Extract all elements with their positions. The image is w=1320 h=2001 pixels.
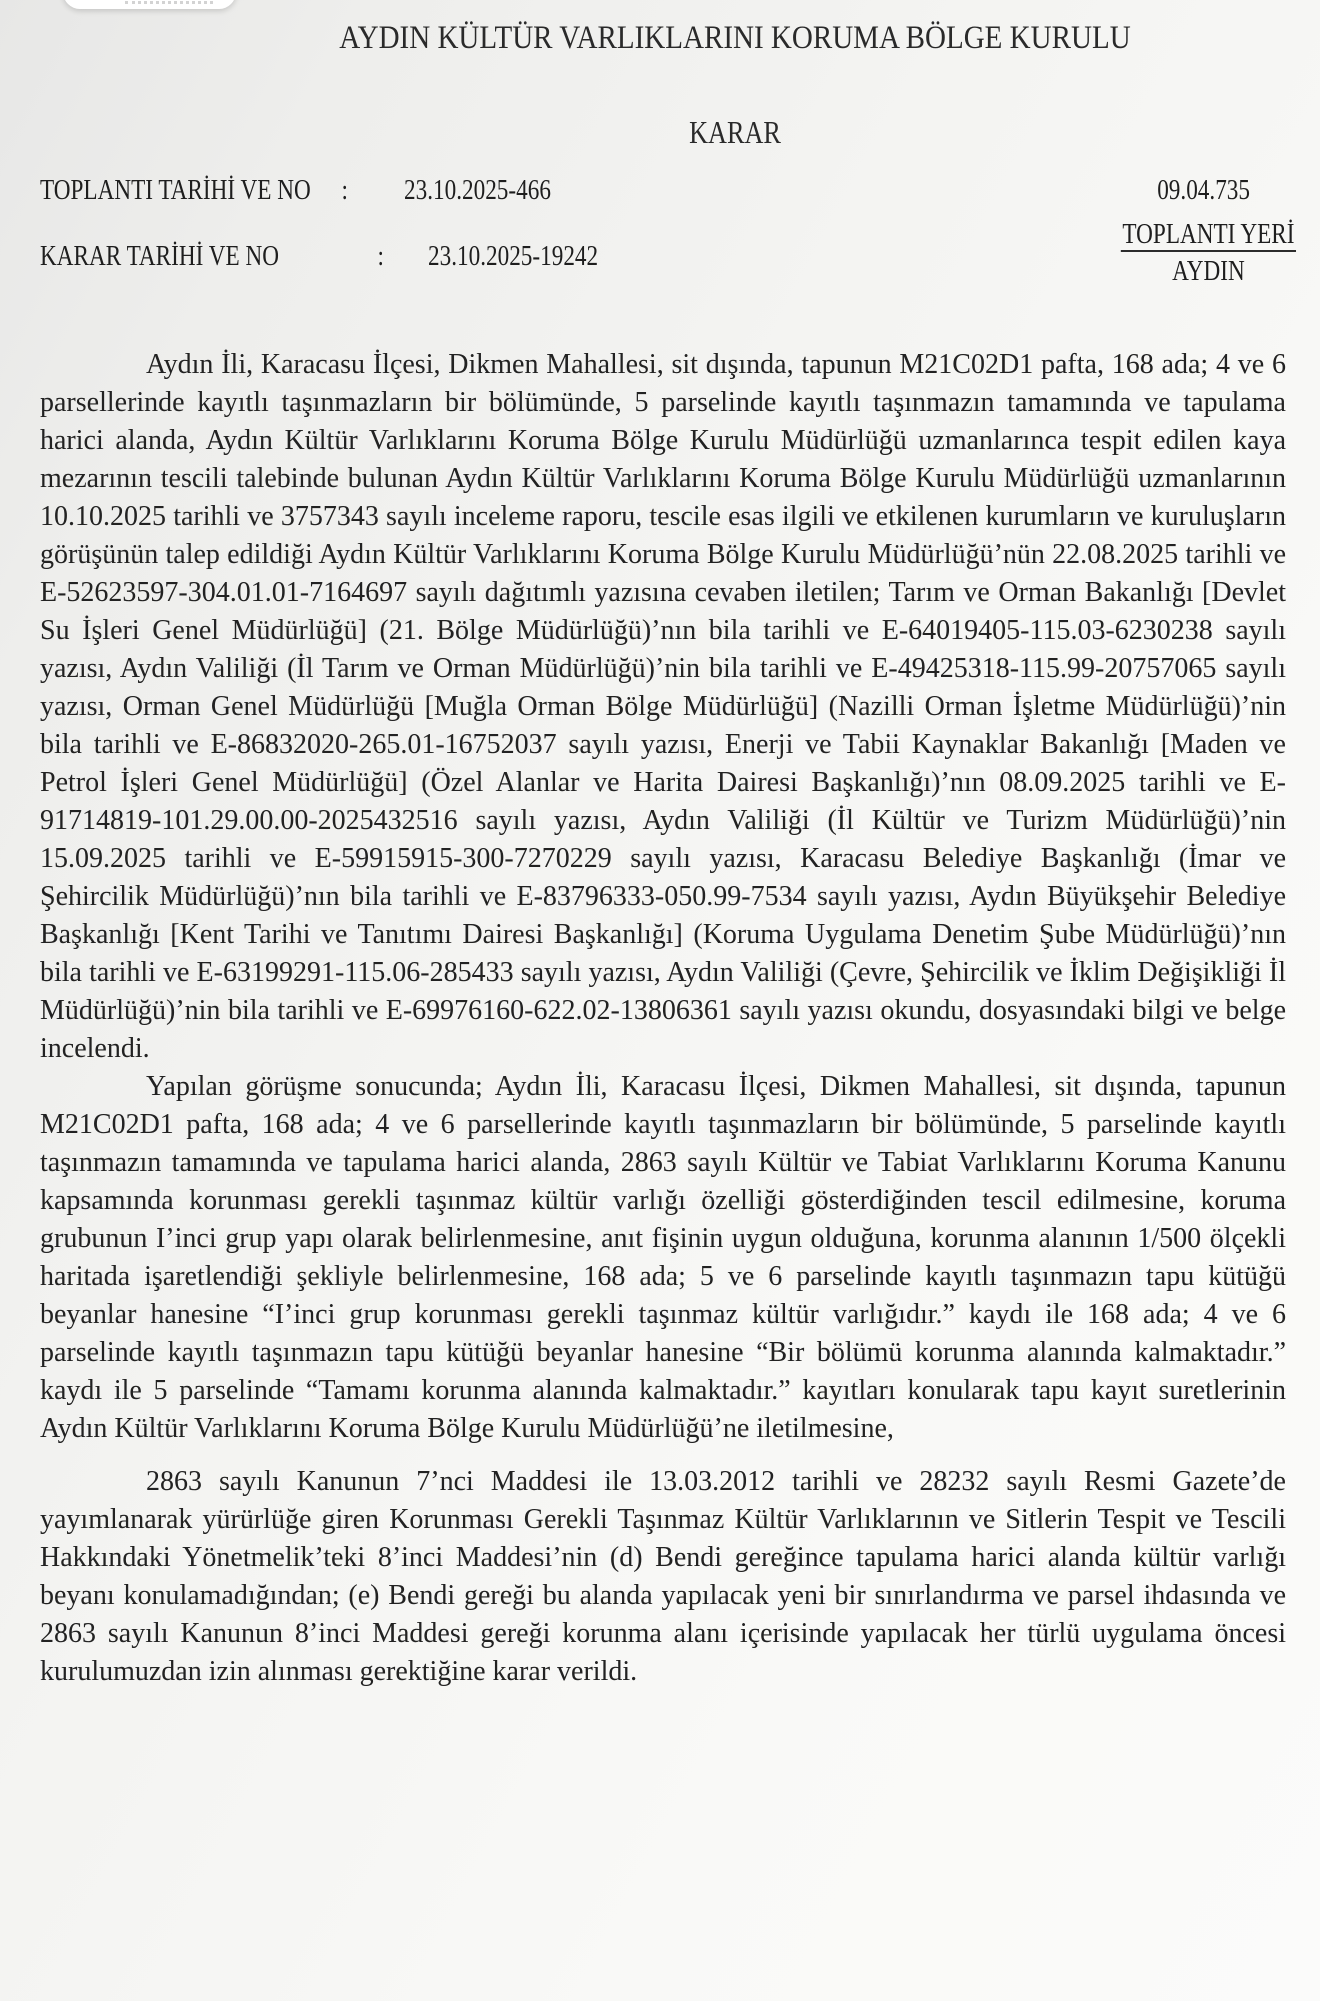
meeting-date-colon: : xyxy=(341,174,348,206)
decision-date-colon: : xyxy=(377,240,384,272)
decision-date-label xyxy=(40,238,384,274)
decision-date-label-text: KARAR TARİHİ VE NO xyxy=(40,240,279,272)
top-overlay-pill xyxy=(63,0,236,9)
meeting-place-label: TOPLANTI YERİ xyxy=(1122,218,1295,250)
meeting-place-value: AYDIN xyxy=(1172,255,1245,287)
meeting-place-block xyxy=(1121,218,1296,286)
org-title: AYDIN KÜLTÜR VARLIKLARINI KORUMA BÖLGE KURULU xyxy=(339,20,1131,56)
paragraph-decision: Yapılan görüşme sonucunda; Aydın İli, Karacasu İlçesi, Dikmen Mahallesi, sit dışında, tapunun M21C02D1 pafta, 168 ada; 4 ve 6 parsellerinde kayıtlı taşınmazların bir bölümünde, 5 parselinde kayıtlı taşınmazın tamamında ve tapulama harici alanda, 2863 sayılı Kültür ve Tabiat Varlıklarını Koruma Kanunu kapsamında korunması gerekli taşınmaz kültür varlığı özelliği gösterdiğinden tescil edilmesine, koruma grubunun I’inci grup yapı olarak belirlenmesine, anıt fişinin uygun olduğuna, korunma alanının 1/500 ölçekli haritada işaretlendiği şekliyle belirlenmesine, 168 ada; 5 ve 6 parselinde kayıtlı taşınmazın tapu kütüğü beyanlar hanesine “I’inci grup korunması gerekli taşınmaz kültür varlığıdır.” kaydı ile 168 ada; 4 ve 6 parselinde kayıtlı taşınmazın tapu kütüğü beyanlar hanesine “Bir bölümü korunma alanında kalmaktadır.” kaydı ile 5 parselinde “Tamamı korunma alanında kalmaktadır.” kayıtları konularak tapu kayıt suretlerinin Aydın Kültür Varlıklarını Koruma Bölge Kurulu Müdürlüğü’ne iletilmesine, xyxy=(40,1071,1286,1444)
decision-body xyxy=(0,346,1320,1691)
meeting-date-value: 23.10.2025-466 xyxy=(404,174,551,206)
paragraph-intro: Aydın İli, Karacasu İlçesi, Dikmen Mahallesi, sit dışında, tapunun M21C02D1 pafta, 168 ada; 4 ve 6 parsellerinde kayıtlı taşınmazların bir bölümünde, 5 parselinde kayıtlı taşınmazın tamamında ve tapulama harici alanda, Aydın Kültür Varlıklarını Koruma Bölge Kurulu Müdürlüğü uzmanlarınca tespit edilen kaya mezarının tescili talebinde bulunan Aydın Kültür Varlıklarını Koruma Bölge Kurulu Müdürlüğü uzmanlarının 10.10.2025 tarihli ve 3757343 sayılı inceleme raporu, tescile esas ilgili ve etkilenen kurumların ve kuruluşların görüşünün talep edildiği Aydın Kültür Varlıklarını Koruma Bölge Kurulu Müdürlüğü’nün 22.08.2025 tarihli ve E-52623597-304.01.01-7164697 sayılı dağıtımlı yazısına cevaben iletilen; Tarım ve Orman Bakanlığı [Devlet Su İşleri Genel Müdürlüğü] (21. Bölge Müdürlüğü)’nın bila tarihli ve E-64019405-115.03-6230238 sayılı yazısı, Aydın Valiliği (İl Tarım ve Orman Müdürlüğü)’nin bila tarihli ve E-49425318-115.99-20757065 sayılı yazısı, Orman Genel Müdürlüğü [Muğla Orman Bölge Müdürlüğü] (Nazilli Orman İşletme Müdürlüğü)’nin bila tarihli ve E-86832020-265.01-16752037 sayılı yazısı, Enerji ve Tabii Kaynaklar Bakanlığı [Maden ve Petrol İşleri Genel Müdürlüğü] (Özel Alanlar ve Harita Dairesi Başkanlığı)’nın 08.09.2025 tarihli ve E-91714819-101.29.00.00-2025432516 sayılı yazısı, Aydın Valiliği (İl Kültür ve Turizm Müdürlüğü)’nin 15.09.2025 tarihli ve E-59915915-300-7270229 sayılı yazısı, Karacasu Belediye Başkanlığı (İmar ve Şehircilik Müdürlüğü)’nın bila tarihli ve E-83796333-050.99-7534 sayılı yazısı, Aydın Büyükşehir Belediye Başkanlığı [Kent Tarihi ve Tanıtımı Dairesi Başkanlığı] (Koruma Uygulama Denetim Şube Müdürlüğü)’nın bila tarihli ve E-63199291-115.06-285433 sayılı yazısı, Aydın Valiliği (Çevre, Şehircilik ve İklim Değişikliği İl Müdürlüğü)’nin bila tarihli ve E-69976160-622.02-13806361 sayılı yazısı okundu, dosyasındaki bilgi ve belge incelendi. xyxy=(40,349,1286,1064)
document-heading xyxy=(150,0,1320,154)
decision-date-row xyxy=(40,238,1032,274)
doc-type-heading: KARAR xyxy=(689,114,781,150)
meeting-date-label xyxy=(40,172,348,208)
ref-number: 09.04.735 xyxy=(1157,174,1250,206)
pill-handle-dots xyxy=(125,1,213,4)
paragraph-legal-basis: 2863 sayılı Kanunun 7’nci Maddesi ile 13.03.2012 tarihli ve 28232 sayılı Resmi Gazete’de yayımlanarak yürürlüğe giren Korunması Gerekli Taşınmaz Kültür Varlıklarının ve Sitlerin Tespit ve Tescili Hakkındaki Yönetmelik’teki 8’inci Maddesi’nin (d) Bendi gereğince tapulama harici alanda kültür varlığı beyanı konulamadığından; (e) Bendi gereği bu alanda yapılacak yeni bir sınırlandırma ve parsel ihdasında ve 2863 sayılı Kanunun 8’inci Maddesi gereği korunma alanı içerisinde yapılacak her türlü uygulama öncesi kurulumuzdan izin alınması gerektiğine karar verildi. xyxy=(40,1466,1286,1687)
meeting-date-row xyxy=(40,172,1032,208)
decision-date-value: 23.10.2025-19242 xyxy=(428,240,599,272)
meeting-date-label-text: TOPLANTI TARİHİ VE NO xyxy=(40,174,311,206)
header-meta xyxy=(0,172,1320,287)
